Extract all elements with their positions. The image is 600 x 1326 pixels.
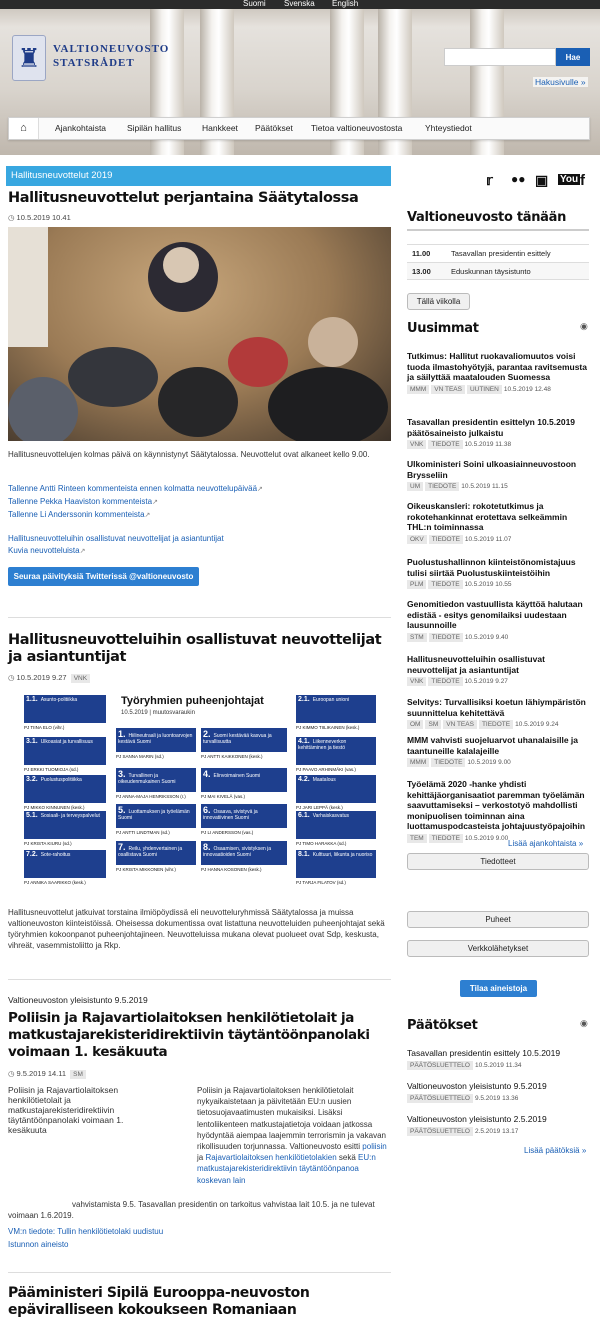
today-row: 13.00 Eduskunnan täysistunto (407, 262, 589, 280)
logo-text-sv[interactable]: STATSRÅDET (53, 57, 135, 69)
news-meta (407, 535, 592, 544)
category-badge[interactable]: TIEDOTE (429, 834, 463, 843)
news-date: 10.5.2019 11.15 (461, 483, 508, 490)
speeches-button[interactable]: Puheet (407, 911, 589, 928)
decision-badge[interactable]: PÄÄTÖSLUETTELO (407, 1127, 473, 1136)
decision-date: 2.5.2019 13.17 (474, 1127, 519, 1135)
news-item[interactable] (407, 599, 592, 642)
news-date: 10.5.2019 11.38 (464, 441, 512, 448)
today-row: 11.00 Tasavallan presidentin esittely (407, 244, 589, 262)
working-group-box: 4. Elinvoimainen Suomi (201, 768, 287, 792)
news-title[interactable]: Oikeuskansleri: rokotetutkimus ja rokotehankinnat erotettava selkeämmin THL:n toiminnassa (407, 501, 568, 532)
decision-meta (407, 1061, 592, 1070)
latest-title: Uusimmat (407, 321, 479, 336)
decision-badge[interactable]: PÄÄTÖSLUETTELO (407, 1061, 473, 1070)
decision-title[interactable]: Tasavallan presidentin esittely 10.5.2019 (407, 1048, 561, 1058)
nav-item-ajankohtaista[interactable]: Ajankohtaista (55, 123, 107, 133)
decision-item[interactable] (407, 1114, 592, 1136)
category-badge[interactable]: VNK (407, 677, 426, 686)
news-meta (407, 633, 592, 642)
news-item[interactable] (407, 351, 592, 394)
working-group-box: 7. Reilu, yhdenvertainen ja osallistava Suomi (116, 841, 196, 865)
flickr-icon[interactable]: ●● (511, 172, 526, 186)
chairperson-name: PJ LI ANDERSSON (vas.) (201, 830, 254, 835)
category-badge[interactable]: MMM (407, 385, 429, 394)
more-news-link[interactable]: Lisää ajankohtaista » (508, 839, 584, 848)
chairperson-name: PJ ANNA-MAJA HENRIKSSON (r.) (116, 794, 186, 799)
chairperson-name: PJ PAAVO ARHINMÄKI (vas.) (296, 767, 356, 772)
press-release-link[interactable]: VM:n tiedote: Tullin henkilötietolaki uudistuu (8, 1227, 164, 1236)
external-link-icon: ↗ (152, 499, 158, 506)
article-body-end: vahvistamista 9.5. Tasavallan presidentin on tarkoitus vahvistaa lait 10.5. ja ne tulevat voimaan 1.6.2019. (8, 1200, 375, 1220)
category-badge[interactable]: VN TEAS (443, 720, 477, 729)
title-underline (407, 229, 589, 231)
news-title[interactable]: Puolustushallinnon kiinteistönomistajuus tulisi siirtää Puolustuskiinteistöihin (407, 557, 576, 578)
news-title[interactable]: Työelämä 2020 -hanke yhdisti kehittäjäorganisaatiot paremman työelämän saavuttamiseksi – verkostotyö mahdollisti monipuolisen toiminnan aina luottamuspodcasteista johtajuustyöpajoihin (407, 779, 586, 831)
nav-item-hallitus[interactable]: Sipilän hallitus (127, 123, 182, 133)
category-badge[interactable]: OKV (407, 535, 427, 544)
webcasts-button[interactable]: Verkkolähetykset (407, 940, 589, 957)
lang-fi-link[interactable]: Suomi (243, 0, 266, 8)
hero-pediment (0, 9, 600, 27)
news-title[interactable]: Hallitusneuvotteluihin osallistuvat neuvottelijat ja asiantuntijat (407, 654, 545, 675)
working-group-box: 8. Osaamisen, sivistyksen ja innovaatioiden Suomi (201, 841, 287, 865)
more-decisions-link[interactable]: Lisää päätöksiä » (524, 1146, 587, 1155)
news-item[interactable] (407, 459, 592, 491)
news-item[interactable] (407, 779, 592, 843)
police-law-link[interactable]: poliisin (362, 1142, 387, 1152)
search-button[interactable]: Hae (556, 48, 590, 66)
chairperson-name: PJ ANTTI KAIKKONEN (kesk.) (201, 754, 263, 759)
article-body: Hallitusneuvottelut jatkuivat torstaina ilmiöpöydissä eli neuvotteluryhmissä Säätytalossa ja muissa valtioneuvoston kiinteistöissä. Oheisessa dokumentissa ovat listattuna neuvotteluiden puheenjohtajat sekä työryhmien kokoonpanot puheenjohtajineen. Neuvotteluissa mukana olevat puolueet ovat Sdp, keskusta, vihreät, vasemmistoliitto ja Rkp. (8, 908, 385, 950)
external-link-icon: ↗ (79, 548, 86, 555)
article-photo[interactable] (8, 227, 391, 441)
photo-stairs (8, 227, 48, 347)
news-date: 10.5.2019 12.48 (503, 385, 551, 393)
divider (8, 1272, 391, 1273)
nav-item-hankkeet[interactable]: Hankkeet (202, 123, 238, 133)
lang-en-link[interactable]: English (332, 0, 359, 8)
article-title[interactable]: Hallitusneuvottelut perjantaina Säätytalossa (8, 190, 359, 206)
working-group-box: 2.1. Euroopan unioni (296, 695, 376, 723)
clock-icon: ◷ (8, 673, 15, 682)
instagram-icon[interactable]: ▣ (535, 172, 549, 188)
divider (8, 979, 391, 980)
news-meta (407, 440, 592, 449)
photo-figure (228, 337, 288, 387)
diagram-title: Työryhmien puheenjohtajat (121, 695, 264, 707)
news-meta (407, 580, 592, 589)
main-navigation (8, 117, 590, 140)
category-badge[interactable]: UUTINEN (467, 385, 502, 394)
ministry-badge[interactable]: VNK (71, 674, 90, 683)
news-date: 10.5.2019 9.00 (467, 759, 511, 766)
news-item[interactable] (407, 557, 592, 589)
lion-emblem-icon[interactable]: ♜ (12, 35, 46, 81)
article-date: 10.5.2019 9.27 (16, 673, 67, 682)
category-badge[interactable]: TIEDOTE (431, 758, 465, 767)
twitter-icon[interactable]: 𝕣 (486, 172, 493, 188)
chairperson-name: PJ KIMMO TIILIKAINEN (kesk.) (296, 725, 360, 730)
news-date: 10.5.2019 11.07 (464, 535, 512, 543)
diagram-subtitle: 10.5.2019 | muutosvaraukin (121, 710, 195, 716)
external-link-icon: ↗ (144, 512, 151, 519)
news-meta (407, 720, 592, 729)
photo-figure (68, 347, 158, 407)
article-title[interactable]: Pääministeri Sipilä Eurooppa-neuvoston epäviralliseen kokoukseen Romaniaan (8, 1285, 310, 1318)
category-badge[interactable]: TIEDOTE (428, 677, 462, 686)
working-group-box: 1.1. Asunto-politiikka (24, 695, 106, 723)
decision-meta (407, 1094, 592, 1103)
news-title[interactable]: Tutkimus: Hallitut ruokavaliomuutos voisi tuoda ilmastohyötyjä, parantaa ravitsemusta ja säilyttää maatalouden Suomessa (407, 351, 587, 382)
today-title: Valtioneuvosto tänään (407, 210, 567, 225)
category-badge[interactable]: OM (407, 720, 423, 729)
chairperson-name: PJ TARJA FILATOV (sd.) (296, 880, 346, 885)
working-group-box: 3.2. Puolustuspolitiikka (24, 775, 106, 803)
article-body: Poliisin ja Rajavartiolaitoksen henkilötietolait nykyaikaistetaan ja päivitetään EU:n uusien tietosuojavaatimusten mukaisiksi. Lisäksi lentoliikenteen matkustajatietoja voidaan jatkossa hyödyntää aiempaa laajemmin terrorismin ja vakavan rikollisuuden torjunnassa. Valtioneuvosto esitti poliisin ja Rajavartiolaitoksen henkilötietolakien sekä EU:n matkustajarekisteridirektiivin täytäntöönpanoa koskevan lain (197, 1086, 387, 1185)
news-item[interactable] (407, 697, 592, 729)
external-link-icon: ↗ (257, 486, 263, 493)
article-meta (8, 673, 90, 683)
news-date: 10.5.2019 9.40 (464, 633, 509, 641)
news-meta (407, 677, 592, 686)
working-group-box: 1. Hiilineutraali ja luontoarvojen kestävä Suomi (116, 728, 196, 752)
decision-date: 9.5.2019 13.36 (474, 1094, 519, 1102)
divider (8, 617, 391, 618)
participants-link[interactable]: Hallitusneuvotteluihin osallistuvat neuvottelijat ja asiantuntijat (8, 534, 224, 543)
decision-item[interactable] (407, 1081, 592, 1103)
chairperson-name: PJ MAI KIVELÄ (vas.) (201, 794, 246, 799)
nav-item-yhteystiedot[interactable]: Yhteystiedot (425, 123, 472, 133)
working-group-box: 3. Turvallinen ja oikeudenmukainen Suomi (116, 768, 196, 792)
article-date: 10.5.2019 10.41 (16, 213, 71, 222)
photo-figure (8, 377, 78, 441)
category-badge[interactable]: TIEDOTE (429, 633, 463, 642)
ministry-badge[interactable]: SM (70, 1070, 86, 1079)
chairperson-name: PJ KRISTA KIURU (sd.) (24, 841, 72, 846)
pnr-law-link[interactable]: EU:n matkustajarekisteridirektiivin täytäntöönpanoa koskevan lain (197, 1153, 376, 1185)
article-title[interactable]: Hallitusneuvotteluihin osallistuvat neuvottelijat ja asiantuntijat (8, 632, 382, 665)
category-badge[interactable]: MMM (407, 758, 429, 767)
chairperson-name: PJ MIKKO KINNUNEN (kesk.) (24, 805, 85, 810)
category-badge[interactable]: TIEDOTE (429, 535, 463, 544)
border-law-link[interactable]: Rajavartiolaitoksen henkilötietolakien (205, 1153, 337, 1163)
news-meta (407, 482, 592, 491)
category-badge[interactable]: TEM (407, 834, 427, 843)
working-group-box: 6. Osaava, sivistyvä ja innovatiivinen Suomi (201, 804, 287, 828)
photo-figure (308, 317, 358, 367)
news-date: 10.5.2019 10.55 (464, 581, 512, 588)
news-item[interactable] (407, 417, 592, 449)
decision-date: 10.5.2019 11.34 (474, 1061, 522, 1069)
decision-badge[interactable]: PÄÄTÖSLUETTELO (407, 1094, 473, 1103)
photos-link[interactable]: Kuvia neuvotteluista↗ (8, 546, 86, 555)
decision-title[interactable]: Valtioneuvoston yleisistunto 9.5.2019 (407, 1081, 547, 1091)
article-kicker: Valtioneuvoston yleisistunto 9.5.2019 (8, 995, 148, 1005)
rss-icon[interactable]: ◉ (580, 1018, 588, 1028)
facebook-icon[interactable]: f (580, 172, 585, 189)
recording-link[interactable]: Tallenne Li Anderssonin kommenteista↗ (8, 510, 151, 519)
chairperson-name: PJ KRISTA MIKKONEN (vihr.) (116, 867, 176, 872)
twitter-follow-button[interactable]: Seuraa päivityksiä Twitterissä @valtioneuvosto (8, 567, 199, 586)
chairperson-name: PJ TIMO HARAKKA (sd.) (296, 841, 347, 846)
press-releases-button[interactable]: Tiedotteet (407, 853, 589, 870)
working-group-box: 5.1. Sosiaali- ja terveyspalvelut (24, 811, 106, 839)
search-input[interactable] (444, 48, 556, 66)
category-badge[interactable]: TIEDOTE (428, 580, 462, 589)
this-week-button[interactable]: Tällä viikolla (407, 293, 470, 310)
article-meta (8, 213, 71, 222)
news-date: 10.5.2019 9.00 (464, 834, 509, 842)
working-group-box: 3.1. Ulkoasiat ja turvallisuus (24, 737, 106, 765)
category-badge[interactable]: PLM (407, 580, 426, 589)
session-material-link[interactable]: Istunnon aineisto (8, 1240, 69, 1249)
decision-title[interactable]: Valtioneuvoston yleisistunto 2.5.2019 (407, 1114, 547, 1124)
recording-link[interactable]: Tallenne Antti Rinteen kommenteista ennen kolmatta neuvottelupäivää↗ (8, 484, 263, 493)
news-date: 10.5.2019 9.27 (464, 678, 508, 685)
chairpersons-diagram[interactable] (24, 695, 376, 892)
news-item[interactable] (407, 735, 592, 767)
article-date: 9.5.2019 14.11 (16, 1069, 67, 1078)
article-meta (8, 1069, 86, 1079)
chairperson-name: PJ JARI LEPPÄ (kesk.) (296, 805, 343, 810)
topic-tag[interactable]: Hallitusneuvottelut 2019 (6, 166, 391, 186)
category-badge[interactable]: TIEDOTE (425, 482, 459, 491)
article-image-alt: Poliisin ja Rajavartiolaitoksen henkilötietolait ja matkustajarekisteridirektiivin täytäntöönpanolaki voimaan 1. kesäkuuta (8, 1085, 124, 1135)
clock-icon: ◷ (8, 213, 15, 222)
chairperson-name: PJ ERKKI TUOMIOJA (sd.) (24, 767, 79, 772)
language-bar (0, 0, 600, 9)
working-group-box: 5. Luottamuksen ja työelämän Suomi (116, 804, 196, 828)
chairperson-name: PJ SANNA MARIN (sd.) (116, 754, 164, 759)
category-badge[interactable]: VN TEAS (431, 385, 465, 394)
decisions-title: Päätökset (407, 1018, 478, 1033)
logo-text-fi[interactable]: VALTIONEUVOSTO (53, 43, 170, 55)
photo-figure (163, 247, 199, 283)
lang-sv-link[interactable]: Svenska (284, 0, 315, 8)
clock-icon: ◷ (8, 1069, 15, 1078)
category-badge[interactable]: TIEDOTE (428, 440, 462, 449)
nav-item-tietoa[interactable]: Tietoa valtioneuvostosta (311, 123, 403, 133)
search-page-link[interactable]: Hakusivulle » (535, 77, 586, 87)
order-materials-button[interactable]: Tilaa aineistoja (460, 980, 537, 997)
news-title[interactable]: Ulkoministeri Soini ulkoasiainneuvostoon Brysseliin (407, 459, 577, 480)
rss-icon[interactable]: ◉ (580, 321, 588, 331)
working-group-box: 4.2. Maatalous (296, 775, 376, 803)
recording-link[interactable]: Tallenne Pekka Haaviston kommenteista↗ (8, 497, 158, 506)
news-title[interactable]: Tasavallan presidentin esittelyn 10.5.2019 päätösaineisto julkaistu (407, 417, 576, 438)
news-item[interactable] (407, 501, 592, 544)
news-meta (407, 385, 592, 394)
chairperson-name: PJ TIINA ELO (vihr.) (24, 725, 65, 730)
news-title[interactable]: Selvitys: Turvallisiksi koetun lähiympäristön suunnittelua kehitettävä (407, 697, 586, 718)
decision-meta (407, 1127, 592, 1136)
chairperson-name: PJ HANNA KOSONEN (kesk.) (201, 867, 262, 872)
category-badge[interactable]: STM (407, 633, 427, 642)
category-badge[interactable]: UM (407, 482, 423, 491)
working-group-box: 4.1. Liikenneverkon kehittäminen ja tiestö (296, 737, 376, 765)
category-badge[interactable]: TIEDOTE (479, 720, 513, 729)
article-title[interactable]: Poliisin ja Rajavartiolaitoksen henkilötietolait ja matkustajarekisteridirektiivin täytäntöönpanolaki voimaan 1. kesäkuuta (8, 1010, 370, 1060)
decision-item[interactable] (407, 1048, 592, 1070)
chairperson-name: PJ ANTTI LINDTMAN (sd.) (116, 830, 170, 835)
news-date: 10.5.2019 9.24 (515, 721, 559, 728)
nav-item-paatokset[interactable]: Päätökset (255, 123, 293, 133)
working-group-box: 6.1. Varhaiskasvatus (296, 811, 376, 839)
youtube-icon[interactable]: You (560, 174, 579, 185)
chairperson-name: PJ ANNIKA SAARIKKO (kesk.) (24, 880, 86, 885)
working-group-box: 7.2. Sote-rahoitus (24, 850, 106, 878)
news-title[interactable]: Genomitiedon vastuullista käyttöä halutaan edistää - esitys genomilaiksi uudestaan lausunnoille (407, 599, 583, 630)
working-group-box: 2. Suomi kestävää kasvua ja turvallisuutta (201, 728, 287, 752)
category-badge[interactable]: VNK (407, 440, 426, 449)
category-badge[interactable]: SM (425, 720, 441, 729)
working-group-box: 8.1. Kulttuuri, liikunta ja nuoriso (296, 850, 376, 878)
article-lead: Hallitusneuvottelujen kolmas päivä on käynnistynyt Säätytalossa. Neuvottelut ovat alkaneet kello 9.00. (8, 450, 370, 459)
photo-figure (268, 367, 388, 441)
photo-figure (158, 367, 238, 437)
news-meta (407, 758, 592, 767)
news-title[interactable]: MMM vahvisti suojeluarvot uhanalaisille ja taantuneille kalalajeille (407, 735, 578, 756)
home-icon[interactable]: ⌂ (9, 118, 39, 139)
news-item[interactable] (407, 654, 592, 686)
